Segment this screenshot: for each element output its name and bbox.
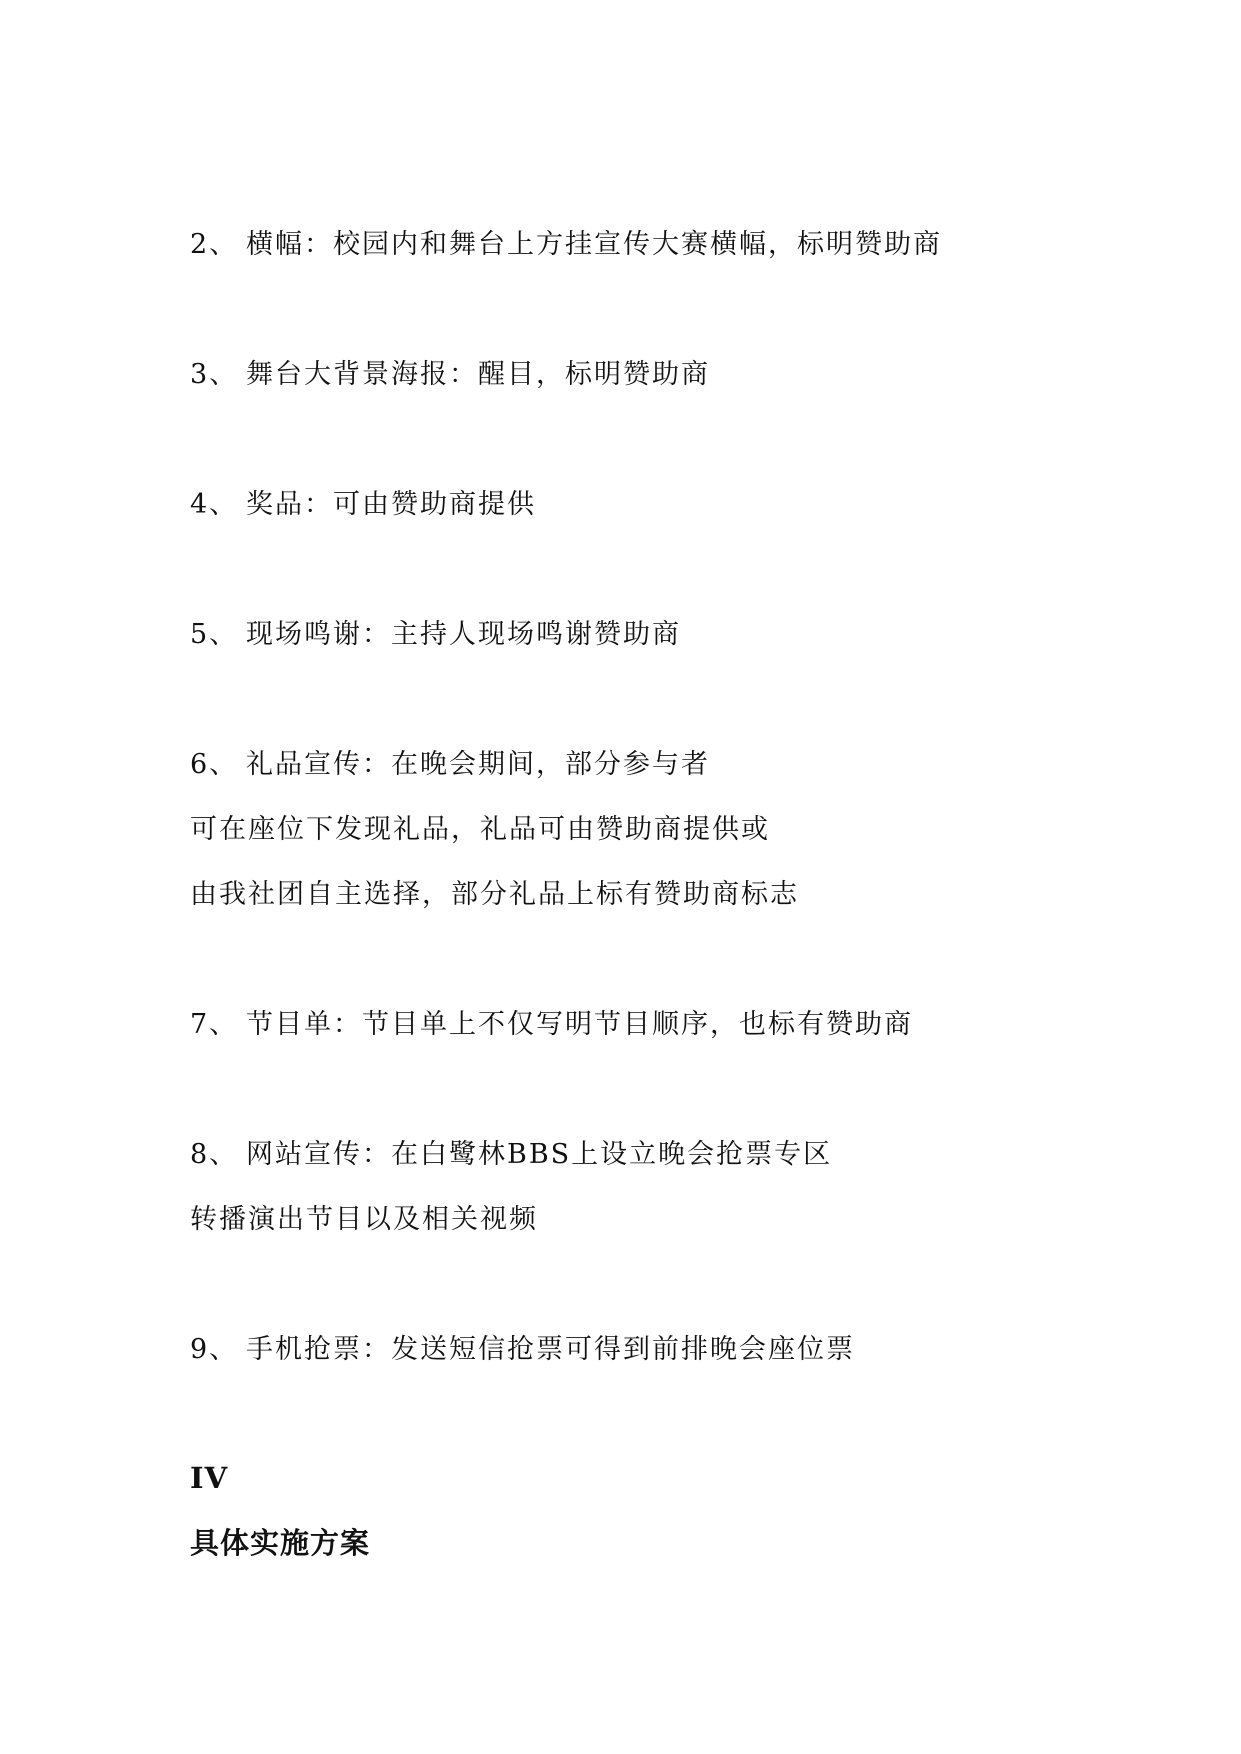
item-text: 现场鸣谢：主持人现场鸣谢赞助商 bbox=[246, 619, 681, 650]
item-number: 5、 bbox=[190, 619, 239, 650]
list-item bbox=[190, 748, 710, 782]
item-text: 横幅：校园内和舞台上方挂宣传大赛横幅，标明赞助商 bbox=[246, 229, 942, 260]
item-number: 7、 bbox=[190, 1009, 239, 1040]
list-item bbox=[190, 1333, 855, 1367]
section-numeral: IV bbox=[190, 1461, 229, 1495]
list-item bbox=[190, 618, 681, 652]
list-item bbox=[190, 1138, 832, 1172]
item-text: 节目单：节目单上不仅写明节目顺序，也标有赞助商 bbox=[246, 1009, 913, 1040]
item-number: 6、 bbox=[190, 749, 239, 780]
item-text: 手机抢票：发送短信抢票可得到前排晚会座位票 bbox=[246, 1334, 855, 1365]
item-text: 舞台大背景海报：醒目，标明赞助商 bbox=[246, 359, 710, 390]
list-item-continuation: 转播演出节目以及相关视频 bbox=[190, 1204, 538, 1235]
list-item bbox=[190, 228, 942, 262]
item-text: 奖品：可由赞助商提供 bbox=[246, 489, 536, 520]
item-number: 3、 bbox=[190, 359, 239, 390]
section-title: 具体实施方案 bbox=[190, 1526, 371, 1560]
item-text: 礼品宣传：在晚会期间，部分参与者 bbox=[246, 749, 710, 780]
list-item-continuation: 可在座位下发现礼品，礼品可由赞助商提供或 bbox=[190, 814, 770, 845]
list-item bbox=[190, 1008, 913, 1042]
list-item bbox=[190, 358, 710, 392]
list-item bbox=[190, 488, 536, 522]
item-number: 8、 bbox=[190, 1139, 239, 1170]
list-item-continuation: 由我社团自主选择，部分礼品上标有赞助商标志 bbox=[190, 879, 799, 910]
item-text: 网站宣传：在白鹭林BBS上设立晚会抢票专区 bbox=[246, 1139, 833, 1170]
item-number: 4、 bbox=[190, 489, 239, 520]
item-number: 2、 bbox=[190, 229, 239, 260]
item-number: 9、 bbox=[190, 1334, 239, 1365]
